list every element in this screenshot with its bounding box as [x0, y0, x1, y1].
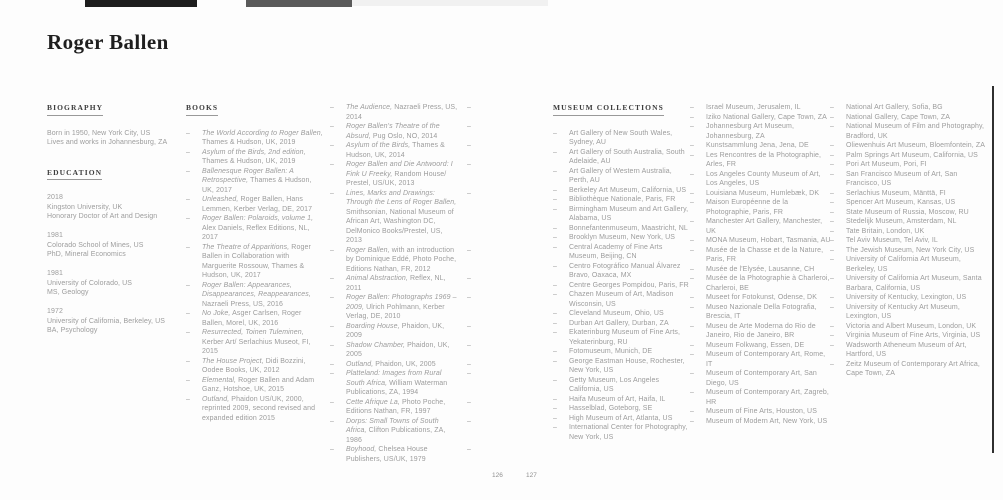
- museum-entry: – Spencer Art Museum, Kansas, US: [830, 198, 988, 208]
- book-title: Platteland: Images from Rural South Africa,: [346, 370, 442, 387]
- museum-entry: – Art Gallery of Western Australia, Perth, AU: [553, 167, 689, 186]
- museum-entry: – Art Gallery of South Australia, South Adelaide, AU: [553, 148, 689, 167]
- museum-collections-column-1: [553, 103, 689, 442]
- book-title: Roger Ballen: Polaroids, volume 1,: [202, 215, 314, 222]
- education-line: 1972: [47, 308, 63, 315]
- book-title: Boarding House,: [346, 322, 400, 330]
- book-title: Lines, Marks and Drawings: Through the Lens of Roger Ballen,: [346, 189, 457, 206]
- museum-entry: – Victoria and Albert Museum, London, UK: [830, 322, 988, 332]
- book-title: Boyhood,: [346, 446, 377, 453]
- book-entry: – Asylum of the Birds, 2nd edition, Thames & Hudson, UK, 2019: [186, 148, 324, 167]
- book-entry: – The Theatre of Apparitions, Roger Ballen in Collaboration with Marguerite Rossouw, Thames & Hudson, UK, 2017: [186, 243, 324, 281]
- book-entry: – Boarding House, Phaidon, UK, 2009 –: [330, 322, 460, 341]
- education-line: University of California, Berkeley, US: [47, 317, 166, 325]
- education-line: University of Colorado, US: [47, 279, 133, 287]
- page-number-left: 126: [492, 472, 503, 479]
- book-entry: – Outland, Phaidon, UK, 2005 –: [330, 360, 460, 370]
- museum-entry: – Wadsworth Atheneum Museum of Art, Hartford, US: [830, 341, 988, 360]
- museum-entry: – Haifa Museum of Art, Haifa, IL: [553, 395, 689, 405]
- museum-entry: – Museum Folkwang, Essen, DE: [690, 341, 832, 351]
- book-entry: – Roger Ballen, with an introduction by Dominique Eddé, Photo Poche, Editions Nathan, FR, 2012 –: [330, 246, 460, 275]
- book-entry: – Platteland: Images from Rural South Africa, William Waterman Publications, ZA, 1994 –: [330, 369, 460, 398]
- book-title: Roger Ballen,: [346, 246, 390, 254]
- museum-entry: – Centro Fotográfico Manual Álvarez Bravo, Oaxaca, MX: [553, 262, 689, 281]
- book-title: Ballenesque Roger Ballen: A Retrospective,: [202, 167, 294, 184]
- museum-entry: – Palm Springs Art Museum, California, US: [830, 151, 988, 161]
- book-title: Shadow Chamber,: [346, 341, 406, 349]
- museum-entry: – University of Kentucky Art Museum, Lexington, US: [830, 303, 988, 322]
- education-entry: [47, 193, 197, 222]
- book-title: Outland,: [202, 395, 230, 403]
- museum-entry: – International Center for Photography, New York, US: [553, 423, 689, 442]
- top-left-dark-bar: [85, 0, 197, 7]
- book-entry: – Resurrected, Toinen Tuleminen, Kerber Art/ Serlachius Museot, FI, 2015: [186, 328, 324, 357]
- museum-entry: – Museum of Fine Arts, Houston, US: [690, 407, 832, 417]
- book-entry: – Boyhood, Chelsea House Publishers, US/UK, 1979 –: [330, 445, 460, 464]
- museum-entry: – Fotomuseum, Munich, DE: [553, 347, 689, 357]
- museum-entry: – State Museum of Russia, Moscow, RU: [830, 208, 988, 218]
- page-title: Roger Ballen: [47, 30, 169, 54]
- museum-entry: – Ekaterinburg Museum of Fine Arts, Yekaterinburg, RU: [553, 328, 689, 347]
- museum-entry: – Getty Museum, Los Angeles California, US: [553, 376, 689, 395]
- museum-entry: – Musée de la Photographie à Charleroi, Charleroi, BE: [690, 274, 832, 293]
- book-entry: – The Audience, Nazraeli Press, US, 2014 –: [330, 103, 460, 122]
- museum-entry: – Israel Museum, Jerusalem, IL: [690, 103, 832, 113]
- museum-entry: – Johannesburg Art Museum, Johannesburg, ZA: [690, 122, 832, 141]
- museum-entry: – Iziko National Gallery, Cape Town, ZA: [690, 113, 832, 123]
- book-title: Cette Afrique La,: [346, 398, 400, 406]
- museum-entry: – Brooklyn Museum, New York, US: [553, 233, 689, 243]
- museum-entry: – Bonnefantenmuseum, Maastricht, NL: [553, 224, 689, 234]
- museum-entry: – Manchester Art Gallery, Manchester, UK: [690, 217, 832, 236]
- museum-entry: – Musée de la Chasse et de la Nature, Paris, FR: [690, 246, 832, 265]
- education-line: BA, Psychology: [47, 327, 98, 334]
- museum-collections-column-3: [830, 103, 988, 379]
- museum-entry: – Bibliothèque Nationale, Paris, FR: [553, 195, 689, 205]
- book-title: Asylum of the Birds, 2nd edition,: [202, 148, 306, 156]
- book-entry: – The World According to Roger Ballen, Thames & Hudson, UK, 2019: [186, 129, 324, 148]
- book-title: Roger Ballen and Die Antwoord: I Fink U Freeky,: [346, 161, 453, 178]
- books-header: BOOKS: [186, 103, 218, 116]
- book-title: The Theatre of Apparitions,: [202, 243, 290, 251]
- education-line: MS, Geology: [47, 289, 89, 296]
- museum-entry: – Museum of Contemporary Art, San Diego, US: [690, 369, 832, 388]
- book-entry: – Outland, Phaidon US/UK, 2000, reprinted 2009, second revised and expanded edition 2015: [186, 395, 324, 424]
- museum-entry: – Les Rencontres de la Photographie, Arles, FR: [690, 151, 832, 170]
- museum-entry: – Kunstsammlung Jena, Jena, DE: [690, 141, 832, 151]
- museum-entry: – Museet for Fotokunst, Odense, DK: [690, 293, 832, 303]
- book-entry: – Ballenesque Roger Ballen: A Retrospective, Thames & Hudson, UK, 2017: [186, 167, 324, 196]
- page-number-right: 127: [526, 472, 537, 479]
- museum-entry: – Serlachius Museum, Mänttä, FI: [830, 189, 988, 199]
- museum-entry: – Tate Britain, London, UK: [830, 227, 988, 237]
- book-title: Resurrected, Toinen Tuleminen,: [202, 329, 304, 336]
- book-entry: – Unleashed, Roger Ballen, Hans Lemmen, Kerber Verlag, DE, 2017: [186, 195, 324, 214]
- museum-entry: – Pori Art Museum, Pori, FI: [830, 160, 988, 170]
- museum-entry: – Durban Art Gallery, Durban, ZA: [553, 319, 689, 329]
- museum-entry: – MONA Museum, Hobart, Tasmania, AU: [690, 236, 832, 246]
- biography-line: Born in 1950, New York City, US: [47, 129, 151, 137]
- biography-line: Lives and works in Johannesburg, ZA: [47, 139, 168, 146]
- book-title: Animal Abstraction,: [346, 275, 408, 282]
- education-line: PhD, Mineral Economics: [47, 251, 126, 258]
- book-title: Dorps: Small Towns of South Africa,: [346, 417, 439, 434]
- museum-entry: – University of Kentucky, Lexington, US: [830, 293, 988, 303]
- museum-entry: – Chazen Museum of Art, Madison Wisconsin, US: [553, 290, 689, 309]
- museum-entry: – Cleveland Museum, Ohio, US: [553, 309, 689, 319]
- museum-entry: – National Art Gallery, Sofia, BG: [830, 103, 988, 113]
- book-entry: – Shadow Chamber, Phaidon, UK, 2005 –: [330, 341, 460, 360]
- education-line: 2018: [47, 194, 63, 201]
- book-entry: – Roger Ballen and Die Antwoord: I Fink U Freeky, Random House/ Prestel, US/UK, 2013 –: [330, 160, 460, 189]
- books-column-2: [330, 103, 460, 464]
- book-entry: – Roger Ballen: Photographs 1969 – 2009, Ulrich Pohlmann, Kerber Verlag, DE, 2010 –: [330, 293, 460, 322]
- top-gray-bar: [246, 0, 352, 7]
- museum-entry: – Museu de Arte Moderna do Rio de Janeiro, Rio de Janeiro, BR: [690, 322, 832, 341]
- book-title: The House Project,: [202, 357, 264, 365]
- book-title: The Audience,: [346, 104, 393, 111]
- museum-entry: – Musée de l'Elysée, Lausanne, CH: [690, 265, 832, 275]
- education-entry: [47, 307, 197, 336]
- education-entry: [47, 231, 197, 260]
- museum-entry: – Tel Aviv Museum, Tel Aviv, IL: [830, 236, 988, 246]
- museum-entry: – Museum of Contemporary Art, Rome, IT: [690, 350, 832, 369]
- book-entry: – Roger Ballen: Appearances, Disappearances, Reappearances, Nazraeli Press, US, 2016: [186, 281, 324, 310]
- education-line: 1981: [47, 270, 63, 277]
- book-entry: – Dorps: Small Towns of South Africa, Clifton Publications, ZA, 1986 –: [330, 417, 460, 446]
- education-line: Kingston University, UK: [47, 203, 123, 211]
- biography-lines: [47, 129, 197, 148]
- museum-entry: – Centre Georges Pompidou, Paris, FR: [553, 281, 689, 291]
- page-edge-line: [992, 86, 994, 453]
- museum-entry: – Birmingham Museum and Art Gallery, Alabama, US: [553, 205, 689, 224]
- museum-entry: – National Gallery, Cape Town, ZA: [830, 113, 988, 123]
- museum-entry: – University of California Art Museum, Berkeley, US: [830, 255, 988, 274]
- education-header: EDUCATION: [47, 168, 102, 181]
- education-line: 1981: [47, 232, 63, 239]
- museum-entry: – University of California Art Museum, Santa Barbara, California, US: [830, 274, 988, 293]
- museum-entry: – Art Gallery of New South Wales, Sydney, AU: [553, 129, 689, 148]
- top-faint-bar: [352, 0, 548, 6]
- museum-entry: – Zeitz Museum of Contemporary Art Africa, Cape Town, ZA: [830, 360, 988, 379]
- book-entry: – No Joke, Asger Carlsen, Roger Ballen, Morel, UK, 2016: [186, 309, 324, 328]
- education-entries: [47, 193, 197, 336]
- museum-entry: – Oliewenhuis Art Museum, Bloemfontein, ZA: [830, 141, 988, 151]
- book-title: The World According to Roger Ballen,: [202, 129, 323, 137]
- book-entry: – Lines, Marks and Drawings: Through the Lens of Roger Ballen, Smithsonian, National Museum of African Art, Washington DC, DelMonico Books/Prestel, US, 2013 –: [330, 189, 460, 246]
- book-title: Roger Ballen: Appearances, Disappearances, Reappearances,: [202, 281, 311, 298]
- education-line: Honorary Doctor of Art and Design: [47, 213, 158, 220]
- biography-header: BIOGRAPHY: [47, 103, 103, 116]
- museum-entry: – Museo Nazionale Della Fotografia, Brescia, IT: [690, 303, 832, 322]
- books-list-1: [186, 129, 324, 424]
- book-title: No Joke,: [202, 310, 231, 317]
- book-entry: – Animal Abstraction, Reflex, NL, 2011 –: [330, 274, 460, 293]
- book-entry: – Asylum of the Birds, Thames & Hudson, UK, 2014 –: [330, 141, 460, 160]
- book-title: Roger Ballen: Photographs 1969 – 2009,: [346, 294, 457, 311]
- museum-entry: – Stedelijk Museum, Amsterdam, NL: [830, 217, 988, 227]
- book-entry: – Cette Afrique La, Photo Poche, Editions Nathan, FR, 1997 –: [330, 398, 460, 417]
- museum-entry: – Maison Européenne de la Photographie, Paris, FR: [690, 198, 832, 217]
- book-title: Roger Ballen's Theatre of the Absurd,: [346, 123, 440, 140]
- museum-entry: – Virginia Museum of Fine Arts, Virginia, US: [830, 331, 988, 341]
- museum-entry: – Museum of Modern Art, New York, US: [690, 417, 832, 427]
- biography-column: [47, 103, 197, 345]
- museum-entry: – The Jewish Museum, New York City, US: [830, 246, 988, 256]
- museum-entry: – Central Academy of Fine Arts Museum, Beijing, CN: [553, 243, 689, 262]
- museum-entry: – George Eastman House, Rochester, New York, US: [553, 357, 689, 376]
- books-column-1: [186, 103, 324, 423]
- museum-entry: – San Francisco Museum of Art, San Francisco, US: [830, 170, 988, 189]
- museum-entry: – Hasselblad, Goteborg, SE: [553, 404, 689, 414]
- museum-entry: – Louisiana Museum, Humlebæk, DK: [690, 189, 832, 199]
- book-entry: – Roger Ballen: Polaroids, volume 1, Alex Daniels, Reflex Editions, NL, 2017: [186, 214, 324, 243]
- museum-entry: – High Museum of Art, Atlanta, US: [553, 414, 689, 424]
- museum-entry: – Los Angeles County Museum of Art, Los Angeles, US: [690, 170, 832, 189]
- book-title: Asylum of the Birds,: [346, 142, 411, 149]
- museum-entry: – Museum of Contemporary Art, Zagreb, HR: [690, 388, 832, 407]
- museum-entry: – National Museum of Film and Photography, Bradford, UK: [830, 122, 988, 141]
- book-entry: – Roger Ballen's Theatre of the Absurd, Pug Oslo, NO, 2014 –: [330, 122, 460, 141]
- book-title: Unleashed,: [202, 196, 239, 203]
- education-entry: [47, 269, 197, 298]
- museum-list-1: [553, 129, 689, 443]
- museum-entry: – Berkeley Art Museum, California, US: [553, 186, 689, 196]
- book-title: Outland,: [346, 360, 374, 368]
- book-entry: – The House Project, Didi Bozzini, Oodee Books, UK, 2012: [186, 357, 324, 376]
- museum-collections-header: MUSEUM COLLECTIONS: [553, 103, 664, 116]
- education-line: Colorado School of Mines, US: [47, 241, 144, 249]
- book-entry: – Elemental, Roger Ballen and Adam Ganz, Hotshoe, UK, 2015: [186, 376, 324, 395]
- museum-collections-column-2: [690, 103, 832, 426]
- book-title: Elemental,: [202, 376, 237, 384]
